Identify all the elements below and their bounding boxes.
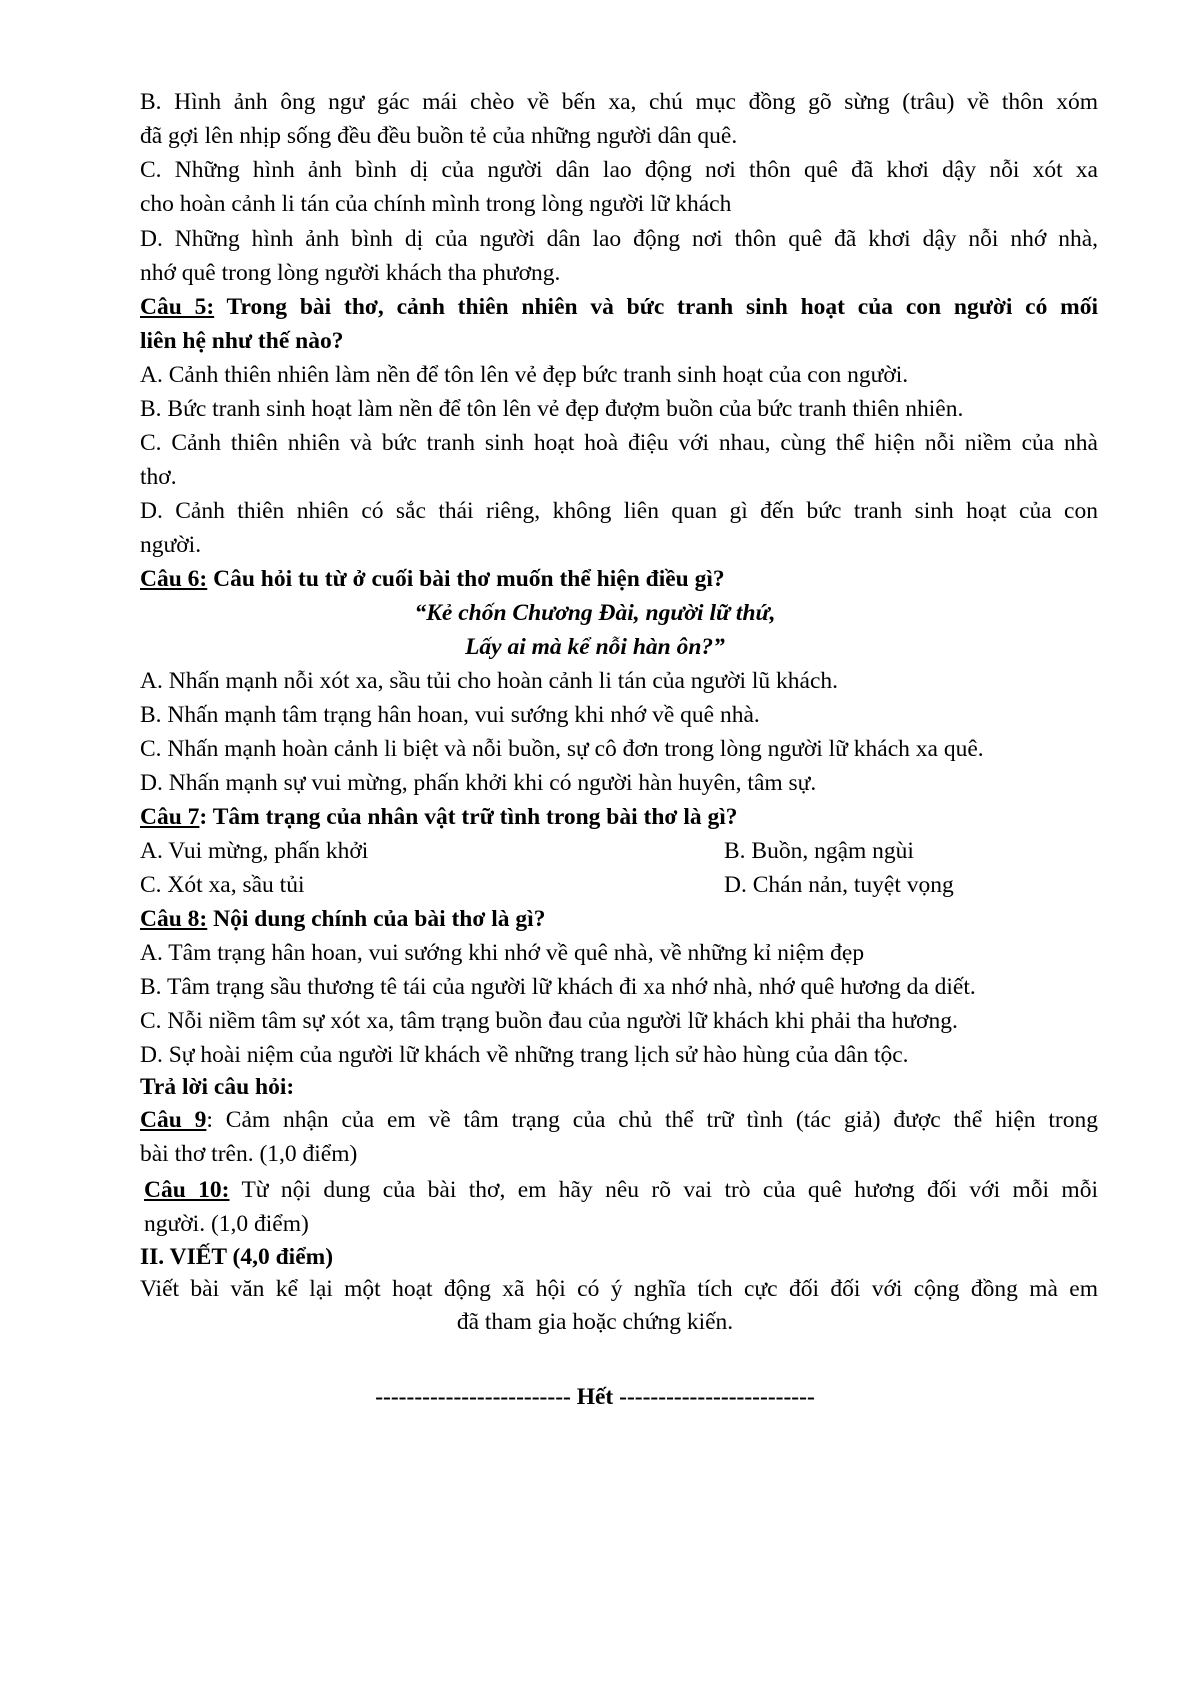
q5-option-d-line1: D. Cảnh thiên nhiên có sắc thái riêng, không liên quan gì đến bức tranh sinh hoạt của con [140,498,1098,524]
q4-option-d-line2: nhớ quê trong lòng người khách tha phương. [140,260,561,286]
q8-question-text: Nội dung chính của bài thơ là gì? [207,906,546,932]
q8-option-a: A. Tâm trạng hân hoan, vui sướng khi nhớ về quê nhà, về những kỉ niệm đẹp [140,940,865,966]
q8-label: Câu 8: [140,906,208,932]
q8-option-d: D. Sự hoài niệm của người lữ khách về những trang lịch sử hào hùng của dân tộc. [140,1042,909,1068]
q6-option-a: A. Nhấn mạnh nỗi xót xa, sầu tủi cho hoàn cảnh li tán của người lũ khách. [140,668,839,694]
q4-option-d-line1: D. Những hình ảnh bình dị của người dân lao động nơi thôn quê đã khơi dậy nỗi nhớ nhà, [140,226,1098,252]
q9-text: : Cảm nhận của em về tâm trạng của chủ thể trữ tình (tác giả) được thể hiện trong [206,1107,1098,1133]
q6-quote-line1: “Kẻ chốn Chương Đài, người lữ thứ, [414,600,776,626]
q6-question [140,562,725,596]
q10-line1 [144,1173,1098,1207]
q4-option-c-line1: C. Những hình ảnh bình dị của người dân lao động nơi thôn quê đã khơi dậy nỗi xót xa [140,157,1098,183]
writing-prompt-line2: đã tham gia hoặc chứng kiến. [456,1309,734,1335]
q7-option-c: C. Xót xa, sầu tủi [140,872,305,898]
q5-option-d-line2: người. [140,532,202,558]
q9-label: Câu 9 [140,1107,207,1133]
q9-line1 [140,1103,1098,1137]
q5-option-c-line2: thơ. [140,464,177,490]
q5-label: Câu 5: [140,294,215,320]
writing-heading: II. VIẾT (4,0 điểm) [140,1244,334,1270]
writing-prompt-line1: Viết bài văn kể lại một hoạt động xã hội có ý nghĩa tích cực đối đối với cộng đồng mà em [140,1276,1098,1302]
q5-question-line1 [140,290,1098,324]
q7-question [140,800,738,834]
q7-option-b: B. Buồn, ngậm ngùi [724,838,914,864]
q8-option-b: B. Tâm trạng sầu thương tê tái của người lữ khách đi xa nhớ nhà, nhớ quê hương da diết. [140,974,976,1000]
q4-option-b-line2: đã gợi lên nhịp sống đều đều buồn tẻ của những người dân quê. [140,123,738,149]
q9-line2: bài thơ trên. (1,0 điểm) [140,1141,358,1167]
q6-quote-line2: Lấy ai mà kể nỗi hàn ôn?” [465,634,725,660]
q8-option-c: C. Nỗi niềm tâm sự xót xa, tâm trạng buồn đau của người lữ khách khi phải tha hương. [140,1008,958,1034]
q6-option-b: B. Nhấn mạnh tâm trạng hân hoan, vui sướng khi nhớ về quê nhà. [140,702,760,728]
q5-option-c-line1: C. Cảnh thiên nhiên và bức tranh sinh hoạt hoà điệu với nhau, cùng thể hiện nỗi niềm của nhà [140,430,1098,456]
q5-question-line2: liên hệ như thế nào? [140,328,344,354]
q7-label: Câu 7 [140,804,200,830]
end-marker: ------------------------- Hết ------------------------- [375,1384,815,1410]
q7-question-text: : Tâm trạng của nhân vật trữ tình trong bài thơ là gì? [199,804,738,830]
q5-question-text: Trong bài thơ, cảnh thiên nhiên và bức tranh sinh hoạt của con người có mối [214,294,1098,320]
q6-option-c: C. Nhấn mạnh hoàn cảnh li biệt và nỗi buồn, sự cô đơn trong lòng người lữ khách xa quê. [140,736,984,762]
q6-label: Câu 6: [140,566,208,592]
q4-option-c-line2: cho hoàn cảnh li tán của chính mình trong lòng người lữ khách [140,191,732,217]
q10-text: Từ nội dung của bài thơ, em hãy nêu rõ vai trò của quê hương đối với mỗi mỗi [229,1177,1098,1203]
q6-option-d: D. Nhấn mạnh sự vui mừng, phấn khởi khi có người hàn huyên, tâm sự. [140,770,817,796]
q5-option-a: A. Cảnh thiên nhiên làm nền để tôn lên vẻ đẹp bức tranh sinh hoạt của con người. [140,362,909,388]
answer-heading: Trả lời câu hỏi: [140,1074,295,1100]
q4-option-b-line1: B. Hình ảnh ông ngư gác mái chèo về bến xa, chú mục đồng gõ sừng (trâu) về thôn xóm [140,89,1098,115]
q7-option-a: A. Vui mừng, phấn khởi [140,838,369,864]
q10-label: Câu 10: [144,1177,230,1203]
q10-line2: người. (1,0 điểm) [144,1211,309,1237]
q8-question [140,902,545,936]
q7-option-d: D. Chán nản, tuyệt vọng [724,872,954,898]
q6-question-text: Câu hỏi tu từ ở cuối bài thơ muốn thể hiện điều gì? [207,566,725,592]
q5-option-b: B. Bức tranh sinh hoạt làm nền để tôn lên vẻ đẹp đượm buồn của bức tranh thiên nhiên. [140,396,964,422]
